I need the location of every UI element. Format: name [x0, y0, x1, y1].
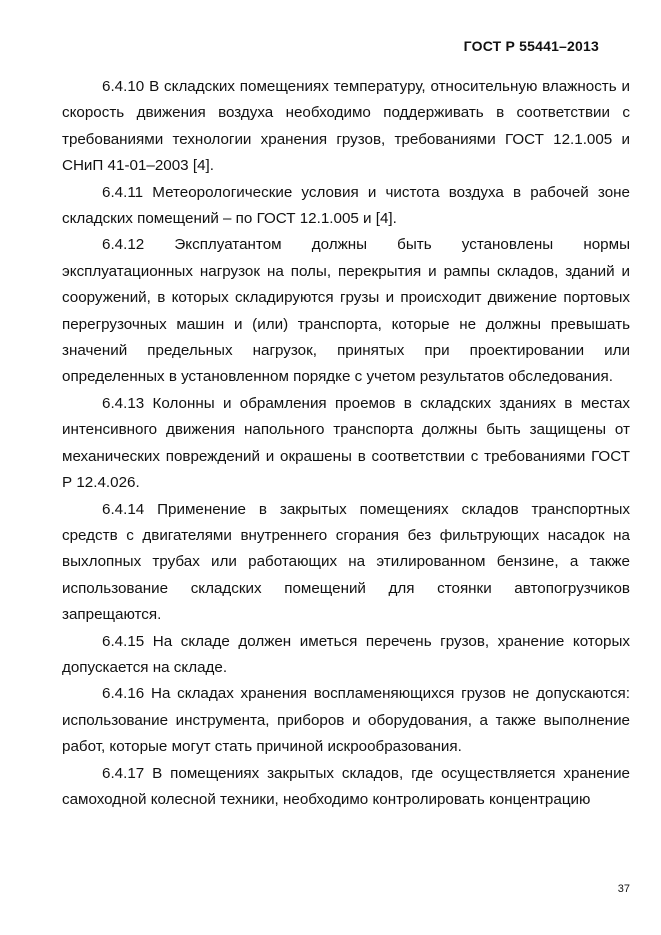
paragraph-6-4-10: 6.4.10 В складских помещениях температуру, относительную влажность и скорость движения воздуха необходимо поддерживать в соответствии с требованиями технологии хранения грузов, требованиями ГОСТ 12.1.005 и СНиП 41-01–2003 [4].	[62, 78, 630, 175]
document-body	[62, 74, 630, 813]
paragraph-6-4-14: 6.4.14 Применение в закрытых помещениях складов транспортных средств с двигателями внутреннего сгорания без фильтрующих насадок на выхлопных трубах или работающих на этилированном бензине, а также использование складских помещений для стоянки автопогрузчиков запрещаются.	[62, 500, 630, 624]
paragraph-6-4-11: 6.4.11 Метеорологические условия и чистота воздуха в рабочей зоне складских помещений – по ГОСТ 12.1.005 и [4].	[62, 183, 630, 228]
standard-number: ГОСТ Р 55441–2013	[463, 38, 599, 54]
paragraph-6-4-17: 6.4.17 В помещениях закрытых складов, где осуществляется хранение самоходной колесной техники, необходимо контролировать концентрацию	[62, 764, 630, 808]
page-number: 37	[617, 883, 630, 895]
paragraph-6-4-13: 6.4.13 Колонны и обрамления проемов в складских зданиях в местах интенсивного движения напольного транспорта должны быть защищены от механических повреждений и окрашены в соответствии с требованиями ГОСТ Р 12.4.026.	[62, 394, 630, 492]
paragraph-6-4-12: 6.4.12 Эксплуатантом должны быть установлены нормы эксплуатационных нагрузок на полы, перекрытия и рампы складов, зданий и сооружений, в которых складируются грузы и происходит движение портовых перегрузочных машин и (или) транспорта, которые не должны превышать значений предельных нагрузок, принятых при проектировании или определенных в установленном порядке с учетом результатов обследования.	[62, 236, 630, 386]
document-header	[464, 38, 599, 54]
paragraph-6-4-15: 6.4.15 На складе должен иметься перечень грузов, хранение которых допускается на складе.	[62, 632, 630, 676]
paragraph-6-4-16: 6.4.16 На складах хранения воспламеняющихся грузов не допускаются: использование инструмента, приборов и оборудования, а также выполнение работ, которые могут стать причиной искрообразования.	[62, 685, 630, 756]
